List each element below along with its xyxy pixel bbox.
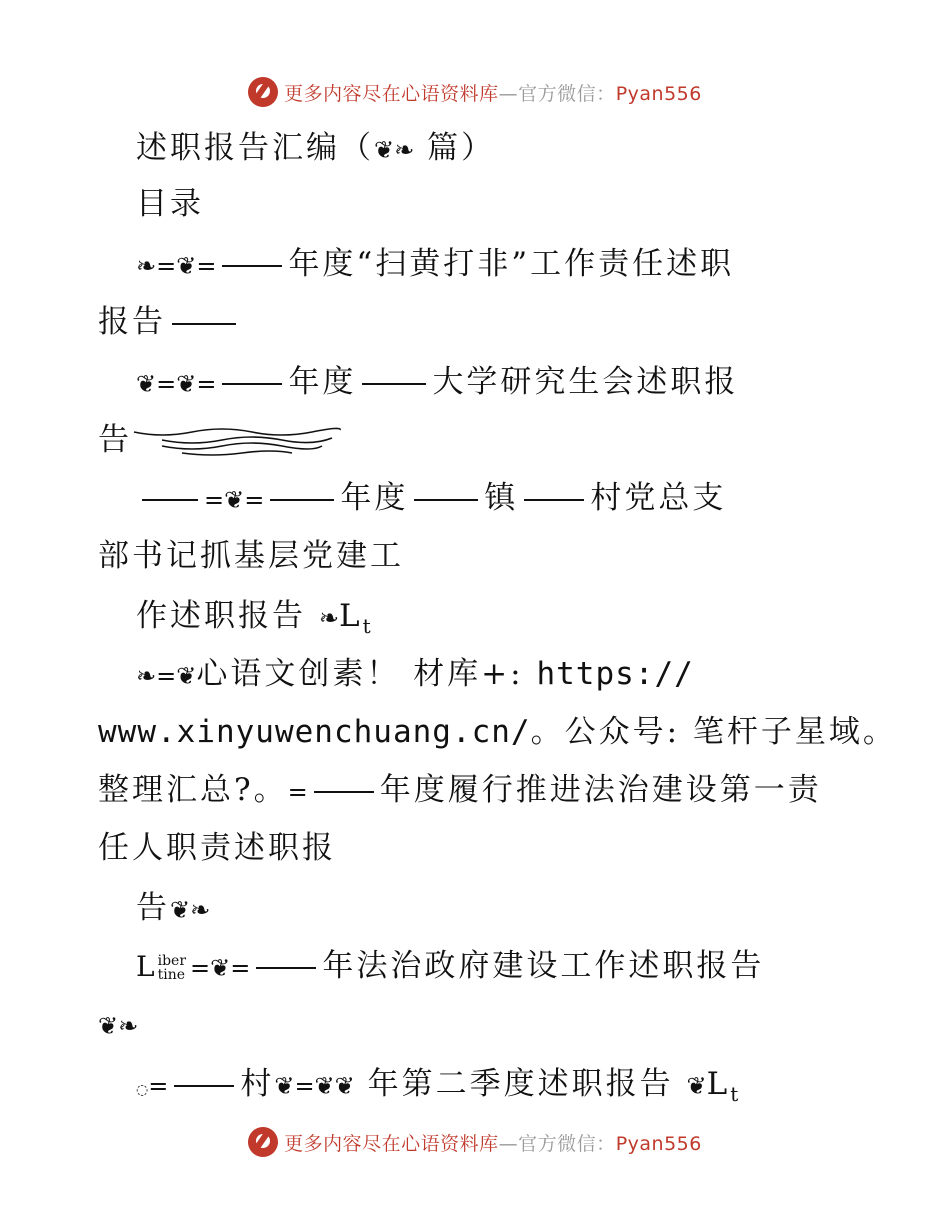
toc-entry-3-year: 年度: [340, 480, 409, 516]
toc-entry-3-cont: [98, 536, 404, 576]
toc-entry-3: [136, 478, 726, 520]
promo-account: 。公众号: 笔杆子星域。: [530, 714, 897, 750]
blank-dash: [222, 383, 282, 385]
watermark-text: [284, 1129, 702, 1156]
toc-entry-2-year: 年度: [288, 364, 357, 400]
toc-entry-4-cont: [98, 828, 336, 868]
toc-entry-3-text: 村党总支: [590, 480, 727, 516]
toc-entry-1: [136, 244, 734, 286]
toc-entry-4-cont2: [136, 888, 210, 930]
blank-dash: [314, 791, 374, 793]
swirl-ornament-icon: ❦❧: [374, 136, 415, 164]
swirl-ornament-icon: ❦❧: [170, 896, 211, 924]
toc-entry-1-text: 年度“扫黄打非”工作责任述职: [288, 246, 735, 282]
fragment-bottom: tine: [157, 966, 185, 983]
promo-line-2: [98, 712, 897, 752]
watermark-text: [284, 79, 702, 106]
swirl-ornament-icon: ❧: [318, 604, 339, 632]
promo-url: www.xinyuwenchuang.cn/: [98, 714, 531, 750]
toc-heading-text: 目录: [136, 186, 204, 222]
swirl-ornament-icon: =: [287, 778, 308, 806]
toc-entry-4-cont2-text: 告: [136, 890, 170, 926]
blank-dash: [142, 499, 198, 501]
toc-entry-3-town: 镇: [484, 480, 519, 516]
dotted-circle-icon: ◌: [136, 1082, 149, 1098]
blank-dash: [362, 383, 426, 385]
toc-entry-6: ◌= 村❦=❦❦ 年第二季度述职报告 $❦L_t$: [136, 1066, 742, 1107]
watermark-wechat-id: Pyan556: [615, 82, 702, 105]
toc-entry-2-cont: [98, 420, 132, 460]
toc-entry-2-cont-text: 告: [98, 422, 132, 458]
blank-dash: [524, 499, 584, 501]
swirl-ornament-icon: ❧=❦: [136, 662, 197, 690]
toc-entry-5: Liber tine =❦= 年法治政府建设工作述职报告: [136, 948, 765, 984]
blank-dash: [414, 499, 478, 501]
promo-line-1: [136, 654, 694, 696]
toc-entry-6-text: 年第二季度述职报告: [367, 1066, 674, 1102]
toc-entry-4: [98, 770, 822, 812]
promo-text: 心语文创素！ 材库+:: [196, 656, 537, 692]
toc-entry-3-cont2-text: 作述职报告: [136, 598, 306, 634]
watermark-separator: —官方微信：: [498, 1132, 616, 1155]
blank-dash: [270, 499, 334, 501]
blank-dash: [222, 265, 282, 267]
blank-dash: [174, 1085, 234, 1087]
toc-heading: [136, 184, 204, 224]
toc-entry-4-text: 年度履行推进法治建设第一责: [379, 772, 822, 808]
toc-entry-5-text: 年法治政府建设工作述职报告: [322, 948, 765, 984]
watermark-brand: 更多内容尽在心语资料库: [284, 1132, 499, 1155]
watermark-separator: —官方微信：: [498, 82, 616, 105]
fragment-top: iber: [157, 952, 187, 969]
swirl-ornament-icon: ❦: [686, 1072, 707, 1100]
promo-end: 整理汇总?。: [98, 772, 288, 808]
toc-entry-3-cont-text: 部书记抓基层党建工: [98, 538, 404, 574]
footer-watermark: [0, 1122, 950, 1162]
swirl-ornament-icon: =❦=: [204, 486, 265, 514]
swirl-ornament-icon: =❦=: [190, 954, 251, 982]
toc-entry-3-cont2: 作述职报告 $❧L_t$: [136, 598, 374, 639]
toc-entry-1-cont: [98, 302, 242, 342]
promo-url-start: https://: [536, 656, 694, 692]
swirl-ornament-icon: ❧=❦=: [136, 252, 217, 280]
toc-entry-6-village: 村: [240, 1066, 275, 1102]
watermark-wechat-id: Pyan556: [615, 1132, 702, 1155]
toc-entry-4-cont-text: 任人职责述职报: [98, 830, 336, 866]
ornament-line: [98, 1004, 138, 1046]
title-suffix: 篇）: [427, 130, 496, 166]
watermark-brand: 更多内容尽在心语资料库: [284, 82, 499, 105]
pen-circle-logo-icon: [248, 77, 278, 107]
title-text: 述职报告汇编（: [136, 130, 374, 166]
toc-entry-2: [136, 362, 738, 404]
pen-circle-logo-icon: [248, 1127, 278, 1157]
blank-dash: [256, 967, 316, 969]
swirl-ornament-icon: ❦=❦❦: [274, 1072, 355, 1100]
header-watermark: [0, 72, 950, 112]
wavy-lines-decoration: [132, 424, 342, 460]
swirl-ornament-icon: =: [148, 1072, 169, 1100]
swirl-ornament-icon: ❦=❦=: [136, 370, 217, 398]
document-title: [136, 128, 495, 170]
toc-entry-1-cont-text: 报告: [98, 304, 166, 340]
toc-entry-2-text: 大学研究生会述职报: [432, 364, 739, 400]
swirl-ornament-icon: ❦❧: [98, 1012, 139, 1040]
blank-dash: [172, 323, 236, 325]
